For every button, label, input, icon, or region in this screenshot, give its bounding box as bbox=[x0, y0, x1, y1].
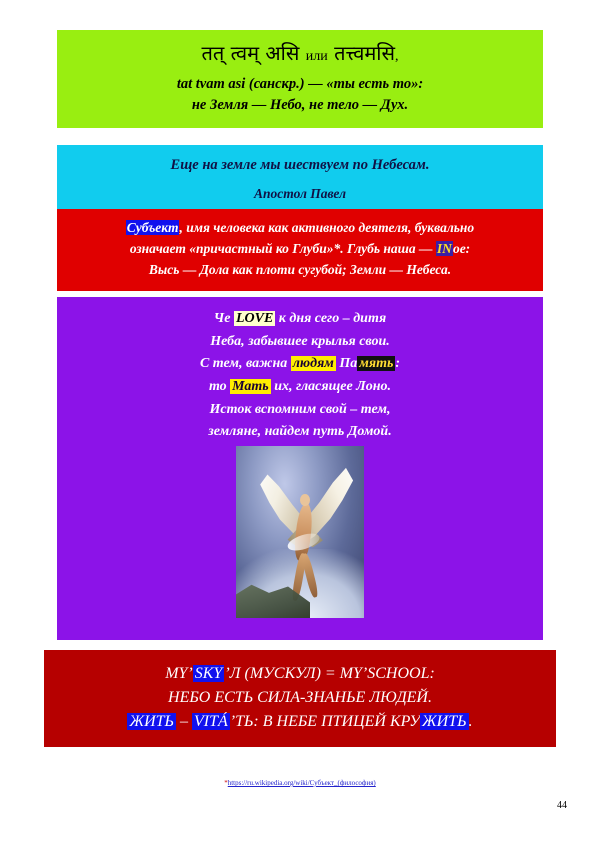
sanskrit-phrase-2: तत्त्वमसि bbox=[334, 41, 395, 65]
transliteration-line-2: не Земля — Небо, не тело — Дух. bbox=[191, 97, 409, 114]
poem-l3-c: Па bbox=[335, 356, 358, 372]
poem-line-6: земляне, найдем путь Домой. bbox=[208, 424, 392, 440]
conclusion-line-2: НЕБО ЕСТЬ СИЛА-ЗНАНЬЕ ЛЮДЕЙ. bbox=[168, 689, 432, 706]
quote-block bbox=[57, 145, 543, 212]
highlight-zhit-1: ЖИТЬ bbox=[129, 713, 174, 730]
poem-line-4 bbox=[57, 376, 543, 399]
conclusion-l3-f: . bbox=[468, 713, 473, 730]
poem-line-2: Неба, забывшее крылья свои. bbox=[210, 333, 390, 349]
poem-l1-a: Че bbox=[213, 311, 234, 326]
conclusion-l3-d: ’ТЬ: В НЕБЕ ПТИЦЕЙ КРУ bbox=[229, 713, 420, 730]
sanskrit-comma: , bbox=[394, 49, 399, 64]
conclusion-l1-a: MY’ bbox=[165, 665, 193, 682]
definition-part-1: , имя человека как активного деятеля, буквально bbox=[179, 220, 475, 235]
transliteration-line-1: tat tvam asi (санскр.) — «ты есть то»: bbox=[176, 76, 424, 92]
footnote bbox=[0, 779, 600, 787]
definition-part-3: ое: bbox=[452, 240, 471, 256]
poem-line-5: Исток вспомним свой – тем, bbox=[209, 401, 391, 417]
highlight-myat: мять bbox=[359, 356, 394, 372]
footnote-link[interactable]: https://ru.wikipedia.org/wiki/Субъект_(философия) bbox=[227, 779, 376, 787]
definition-line-1 bbox=[67, 218, 533, 239]
footnote-asterisk: * bbox=[224, 779, 228, 787]
highlight-in: IN bbox=[436, 240, 452, 256]
poem-l4-a: то bbox=[208, 379, 231, 395]
conclusion-line-3 bbox=[52, 710, 548, 734]
poem-l1-c: к дня сего – дитя bbox=[275, 311, 387, 326]
conclusion-l3-b: – bbox=[175, 713, 192, 730]
highlight-zhit-2: ЖИТЬ bbox=[422, 713, 467, 730]
definition-line-2 bbox=[67, 239, 533, 260]
conclusion-line-1 bbox=[52, 662, 548, 686]
winged-figure-image bbox=[236, 446, 364, 618]
conclusion-l1-c: ’Л (МУСКУЛ) = MY’SCHOOL: bbox=[224, 665, 435, 682]
quote-text: Еще на земле мы шествуем по Небесам. bbox=[170, 157, 430, 173]
page-number: 44 bbox=[557, 800, 567, 811]
definition-part-2: означает «причастный ко Глуби»*. Глубь наша — bbox=[129, 240, 436, 256]
highlight-love: LOVE bbox=[235, 311, 274, 326]
poem-l3-a: С тем, важна bbox=[199, 356, 291, 372]
quote-author: Апостол Павел bbox=[254, 185, 346, 201]
highlight-mat: Мать bbox=[232, 379, 269, 395]
highlight-ludyam: людям bbox=[292, 356, 334, 372]
sanskrit-conjunction: или bbox=[305, 49, 328, 64]
definition-line-3: Высь — Дола как плоти сугубой; Земли — Небеса. bbox=[148, 261, 452, 277]
poem-l4-c: их, гласящее Лоно. bbox=[270, 379, 392, 395]
highlight-subject: Субъект bbox=[126, 220, 179, 235]
sanskrit-header-block bbox=[57, 30, 543, 128]
highlight-vita: VITÁ bbox=[193, 713, 228, 730]
sanskrit-line bbox=[63, 40, 537, 67]
poem-line-1 bbox=[57, 308, 543, 331]
conclusion-block bbox=[44, 650, 556, 747]
poem-l3-e: : bbox=[395, 356, 401, 372]
definition-block bbox=[57, 209, 543, 291]
poem-line-3 bbox=[57, 353, 543, 376]
sanskrit-phrase-1: तत् त्वम् असि bbox=[201, 41, 300, 65]
highlight-sky: SKY bbox=[194, 665, 223, 682]
